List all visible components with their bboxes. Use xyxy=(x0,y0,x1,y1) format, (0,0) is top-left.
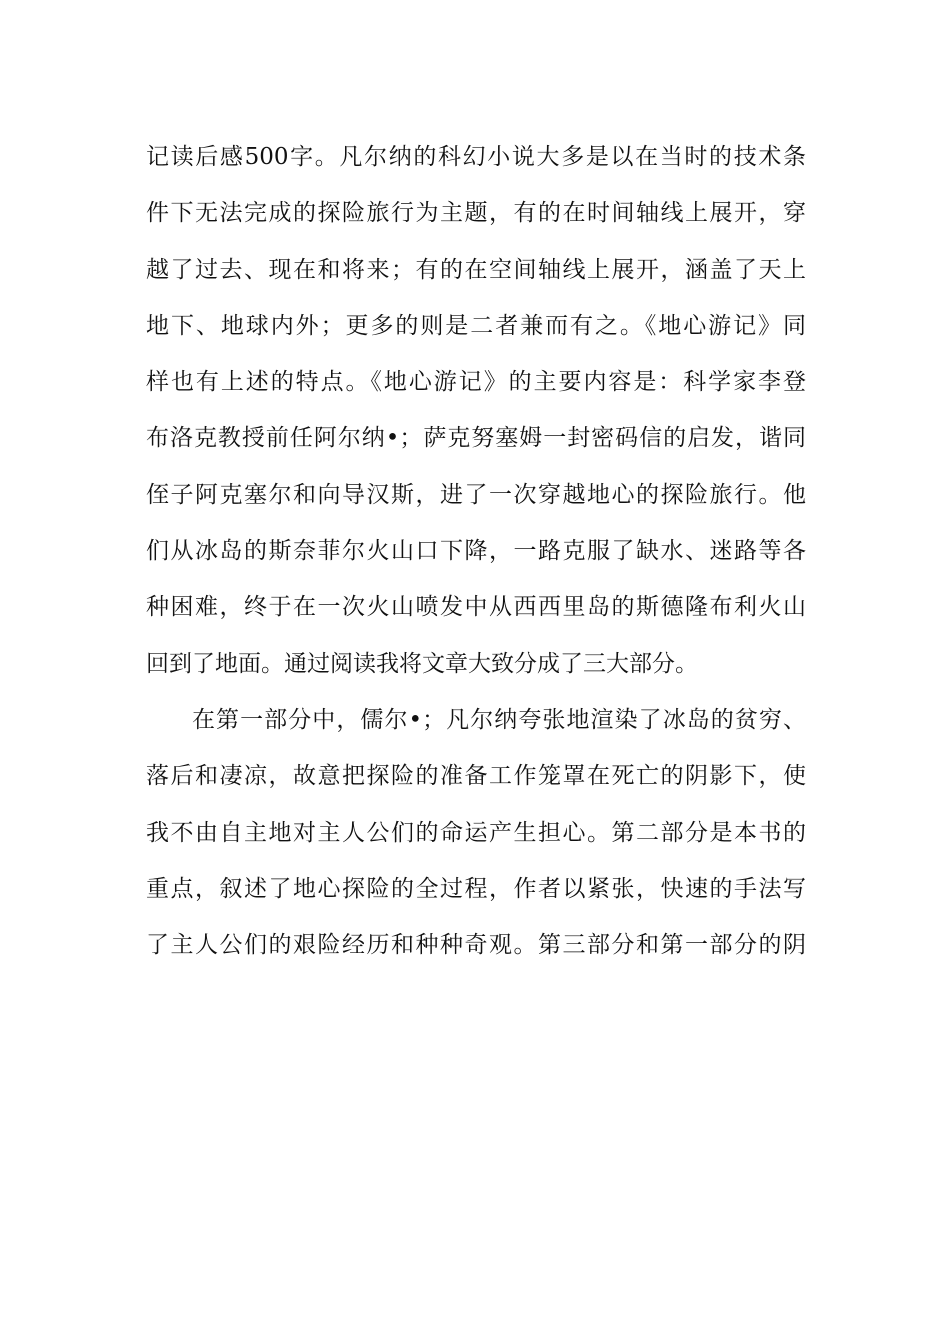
text-line: 布洛克教授前任阿尔纳•；萨克努塞姆一封密码信的启发，谐同 xyxy=(146,425,806,452)
text-line: 们从冰岛的斯奈菲尔火山口下降，一路克服了缺水、迷路等各 xyxy=(146,538,806,565)
text-line: 件下无法完成的探险旅行为主题，有的在时间轴线上展开，穿 xyxy=(146,200,806,227)
text-line: 地下、地球内外；更多的则是二者兼而有之。《地心游记》同 xyxy=(146,312,806,339)
text-line: 重点，叙述了地心探险的全过程，作者以紧张，快速的手法写 xyxy=(146,875,806,902)
text-line: 侄子阿克塞尔和向导汉斯，进了一次穿越地心的探险旅行。他 xyxy=(146,481,806,508)
text-line: 样也有上述的特点。《地心游记》的主要内容是：科学家李登 xyxy=(146,369,806,396)
body-text xyxy=(146,129,806,973)
paragraph-start-line: 在第一部分中，儒尔•；凡尔纳夸张地渲染了冰岛的贫穷、 xyxy=(192,706,806,733)
paragraph-end-line: 回到了地面。通过阅读我将文章大致分成了三大部分。 xyxy=(146,650,698,677)
text-line: 种困难，终于在一次火山喷发中从西西里岛的斯德隆布利火山 xyxy=(146,594,806,621)
text-line: 落后和凄凉，故意把探险的准备工作笼罩在死亡的阴影下，使 xyxy=(146,763,806,790)
text-line: 我不由自主地对主人公们的命运产生担心。第二部分是本书的 xyxy=(146,819,806,846)
text-line: 记读后感500字。凡尔纳的科幻小说大多是以在当时的技术条 xyxy=(146,144,806,170)
text-line: 越了过去、现在和将来；有的在空间轴线上展开，涵盖了天上 xyxy=(146,256,806,283)
text-line: 了主人公们的艰险经历和种种奇观。第三部分和第一部分的阴 xyxy=(146,932,806,959)
